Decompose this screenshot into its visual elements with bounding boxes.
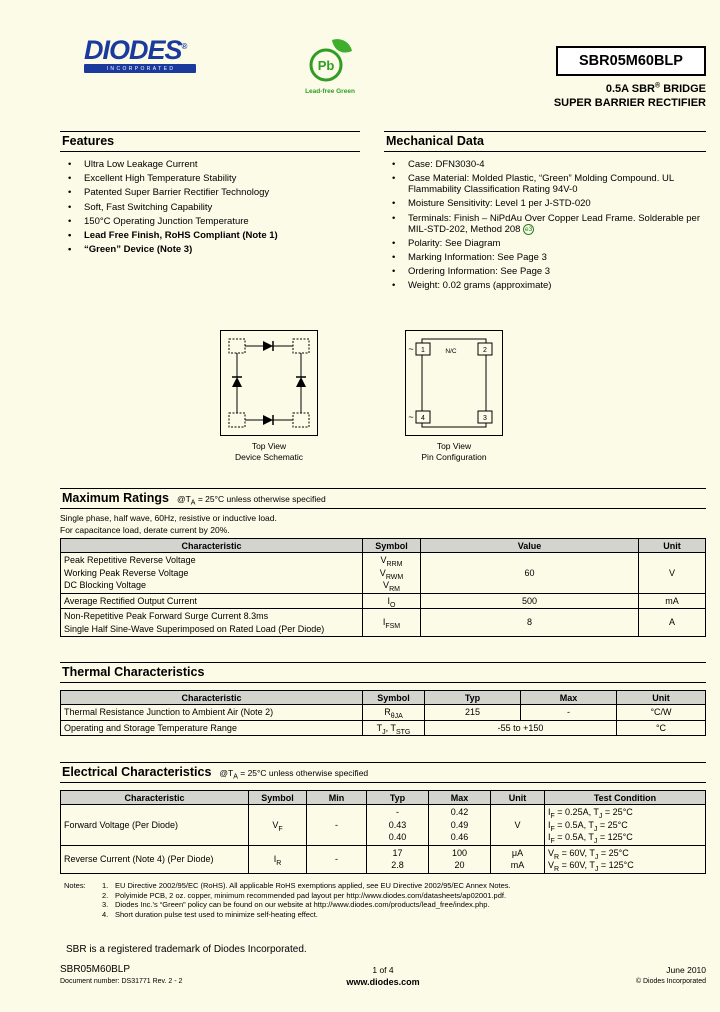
col-header-characteristic: Characteristic (61, 691, 363, 705)
cell-symbol: $V_F$ (249, 805, 307, 846)
mechanical-text: Case Material: Molded Plastic, “Green” Molding Compound. UL Flammability Classification Rating 94V-0 (408, 173, 674, 196)
feature-text: Ultra Low Leakage Current (84, 159, 198, 170)
table-row (61, 705, 706, 721)
maximum-ratings-table (60, 538, 706, 637)
nc-label: N/C (445, 348, 457, 355)
col-header-typ: Typ (425, 691, 521, 705)
pin-label-3: 3 (483, 415, 487, 422)
section-title: Electrical Characteristics (62, 765, 212, 779)
col-header-symbol: Symbol (363, 539, 421, 553)
schematic-caption (194, 441, 344, 463)
footer-copyright: © Diodes Incorporated (635, 978, 706, 985)
cell-characteristic: Average Rectified Output Current (61, 593, 363, 609)
feature-text: Lead Free Finish, RoHS Compliant (Note 1) (84, 229, 278, 241)
logo-incorporated: INCORPORATED (84, 64, 196, 73)
maximum-ratings-heading (60, 488, 706, 509)
cell-symbol: $T_J$, $T_{STG}$ (363, 720, 425, 736)
col-header-value: Value (421, 539, 639, 553)
note-number: 1. (102, 881, 109, 890)
cell-typ: 215 (425, 705, 521, 721)
leadfree-pb-icon (306, 38, 354, 84)
notes-label: Notes: (64, 881, 86, 890)
mechanical-item (384, 159, 706, 170)
cell-max: - (521, 705, 617, 721)
feature-text: 150°C Operating Junction Temperature (84, 215, 249, 227)
ratings-intro-line: For capacitance load, derate current by 20%. (60, 524, 230, 535)
cell-unit: V (491, 805, 545, 846)
ac-symbol: ~ (408, 412, 414, 422)
cell-symbol: $I_R$ (249, 845, 307, 873)
feature-item (60, 159, 360, 170)
electrical-table (60, 790, 706, 874)
feature-text: Patented Super Barrier Rectifier Technology (84, 187, 270, 199)
feature-item (60, 230, 360, 241)
cell-max: 100 20 (429, 845, 491, 873)
footer-document-number: Document number: DS31771 Rev. 2 - 2 (60, 978, 183, 985)
cell-characteristic: Thermal Resistance Junction to Ambient Air (Note 2) (61, 705, 363, 721)
table-row (61, 593, 706, 609)
note-text[interactable]: Diodes Inc.'s “Green” policy can be found on our website at http://www.diodes.com/products/lead_free/index.php. (115, 900, 490, 910)
cell-typ: 17 2.8 (367, 845, 429, 873)
notes-section (64, 881, 706, 919)
title-line-1: 0.5A SBR® BRIDGE (605, 82, 706, 95)
cell-symbol: $V_{RRM}$ $V_{RWM}$ $V_{RM}$ (363, 553, 421, 594)
thermal-characteristics-section (60, 662, 706, 736)
caption-line: Pin Configuration (421, 452, 487, 462)
cell-characteristic: Forward Voltage (Per Diode) (61, 805, 249, 846)
mechanical-item (384, 198, 706, 209)
caption-line: Top View (436, 441, 472, 451)
pb-text: Pb (317, 58, 335, 73)
note-item (102, 891, 511, 901)
features-heading: Features (60, 131, 360, 152)
table-row (61, 805, 706, 846)
thermal-table (60, 690, 706, 736)
col-header-max: Max (521, 691, 617, 705)
mechanical-text: Polarity: See Diagram (408, 237, 501, 249)
col-header-unit: Unit (639, 539, 706, 553)
features-list (60, 159, 360, 255)
col-header-max: Max (429, 791, 491, 805)
caption-line: Device Schematic (234, 452, 304, 462)
mechanical-text: Ordering Information: See Page 3 (408, 266, 551, 278)
logo-wordmark (84, 36, 204, 64)
page-footer (60, 964, 706, 988)
pin-label-4: 4 (421, 415, 425, 422)
leadfree-caption: Lead-free Green (305, 88, 355, 95)
table-header-row (61, 539, 706, 553)
col-header-unit: Unit (617, 691, 706, 705)
col-header-characteristic: Characteristic (61, 791, 249, 805)
mechanical-text: Marking Information: See Page 3 (408, 251, 547, 263)
cell-symbol: $I_{FSM}$ (363, 609, 421, 637)
leaf-icon (332, 39, 352, 52)
electrical-characteristics-section (60, 762, 706, 874)
footer-website-link[interactable]: www.diodes.com (346, 977, 420, 987)
section-subtitle: $@T_A = 25^\circ C$ unless otherwise specified (176, 494, 326, 507)
col-header-symbol: Symbol (249, 791, 307, 805)
cell-unit: °C/W (617, 705, 706, 721)
mechanical-item (384, 252, 706, 263)
feature-item (60, 244, 360, 255)
section-subtitle: $@T_A = 25^\circ C$ unless otherwise specified (219, 768, 369, 781)
electrical-heading (60, 762, 706, 783)
cell-characteristic: Reverse Current (Note 4) (Per Diode) (61, 845, 249, 873)
feature-item (60, 216, 360, 227)
leadfree-logo (300, 38, 360, 95)
cell-range: -55 to +150 (425, 720, 617, 736)
col-header-min: Min (307, 791, 367, 805)
col-header-symbol: Symbol (363, 691, 425, 705)
title-line-2: SUPER BARRIER RECTIFIER (553, 97, 706, 109)
ratings-intro-line: Single phase, half wave, 60Hz, resistive or inductive load. (60, 513, 277, 523)
cell-symbol: $I_O$ (363, 593, 421, 609)
note-text: Short duration pulse test used to minimize self-heating effect. (115, 909, 318, 919)
table-header-row (61, 791, 706, 805)
e3-icon: e3 (525, 225, 533, 233)
mechanical-data-heading: Mechanical Data (384, 131, 706, 152)
cell-unit: μA mA (491, 845, 545, 873)
note-item (102, 900, 511, 910)
cell-typ: - 0.43 0.40 (367, 805, 429, 846)
cell-characteristic: Operating and Storage Temperature Range (61, 720, 363, 736)
note-item (102, 910, 511, 920)
cell-characteristic: Non-Repetitive Peak Forward Surge Current 8.3ms Single Half Sine-Wave Superimposed on Rated Load (Per Diode) (61, 609, 363, 637)
col-header-unit: Unit (491, 791, 545, 805)
pin-configuration-icon (406, 331, 502, 435)
footer-date: June 2010 (666, 965, 706, 975)
table-row (61, 553, 706, 594)
note-text: EU Directive 2002/95/EC (RoHS). All applicable RoHS exemptions applied, see EU Directive 2002/95/EC Annex Notes. (115, 881, 511, 890)
feature-item (60, 202, 360, 213)
cell-characteristic: Peak Repetitive Reverse Voltage Working Peak Reverse Voltage DC Blocking Voltage (61, 553, 363, 594)
features-section (60, 131, 360, 258)
logo-text: DIODES (84, 35, 182, 65)
pin-label-2: 2 (483, 347, 487, 354)
mechanical-text: Terminals: Finish – NiPdAu Over Copper Lead Frame. Solderable per MIL-STD-202, Method 208 (408, 212, 700, 235)
mechanical-data-list (384, 159, 706, 291)
cell-min: - (307, 805, 367, 846)
pin-configuration-caption (379, 441, 529, 463)
feature-text: “Green” Device (Note 3) (84, 244, 193, 256)
mechanical-text: Weight: 0.02 grams (approximate) (408, 280, 552, 292)
cell-test-condition: $V_R = 60V$, $T_J = 25^\circ C$ $V_R = 60V$, $T_J = 125^\circ C$ (545, 845, 706, 873)
cell-min: - (307, 845, 367, 873)
col-header-characteristic: Characteristic (61, 539, 363, 553)
footer-center (303, 964, 463, 988)
mechanical-item (384, 213, 706, 235)
device-schematic-diagram (220, 330, 318, 436)
notes-list (102, 881, 511, 919)
note-item (102, 881, 511, 891)
col-header-test-condition: Test Condition (545, 791, 706, 805)
feature-text: Soft, Fast Switching Capability (84, 201, 213, 213)
maximum-ratings-section (60, 488, 706, 637)
cell-value: 60 (421, 553, 639, 594)
registered-mark-icon: ® (181, 42, 187, 51)
mechanical-text: Case: DFN3030-4 (408, 159, 485, 170)
note-number: 4. (102, 909, 109, 919)
mechanical-item (384, 238, 706, 249)
document-title (554, 82, 706, 110)
footer-part-number: SBR05M60BLP (60, 964, 131, 975)
cell-unit: °C (617, 720, 706, 736)
mechanical-item (384, 266, 706, 277)
feature-item (60, 173, 360, 184)
mechanical-item (384, 173, 706, 195)
note-number: 3. (102, 900, 109, 910)
cell-unit: mA (639, 593, 706, 609)
mechanical-text: Moisture Sensitivity: Level 1 per J-STD-020 (408, 198, 591, 210)
cell-unit: A (639, 609, 706, 637)
cell-max: 0.42 0.49 0.46 (429, 805, 491, 846)
part-number-box: SBR05M60BLP (556, 46, 706, 76)
note-number: 2. (102, 890, 109, 900)
cell-unit: V (639, 553, 706, 594)
table-header-row (61, 691, 706, 705)
caption-line: Top View (251, 441, 287, 451)
ac-symbol: ~ (408, 344, 414, 354)
mechanical-item (384, 280, 706, 291)
diodes-logo (84, 36, 204, 73)
cell-value: 8 (421, 609, 639, 637)
pin-label-1: 1 (421, 347, 425, 354)
cell-test-condition: $I_F = 0.25A$, $T_J = 25^\circ C$ $I_F = 0.5A$, $T_J = 25^\circ C$ $I_F = 0.5A$, $T_J = 125^\circ C$ (545, 805, 706, 846)
table-row (61, 845, 706, 873)
feature-text: Excellent High Temperature Stability (84, 173, 237, 185)
cell-symbol: $R_{\theta JA}$ (363, 705, 425, 721)
trademark-statement: SBR is a registered trademark of Diodes Incorporated. (66, 944, 307, 955)
feature-item (60, 187, 360, 198)
cell-value: 500 (421, 593, 639, 609)
pin-configuration-diagram (405, 330, 503, 436)
table-row (61, 609, 706, 637)
mechanical-data-section (384, 131, 706, 295)
note-text[interactable]: Polyimide PCB, 2 oz. copper, minimum recommended pad layout per http://www.diodes.com/datasheets/ap02001.pdf. (115, 890, 507, 900)
footer-left (60, 964, 280, 988)
section-title: Maximum Ratings (62, 491, 169, 505)
bridge-schematic-icon (221, 331, 317, 435)
col-header-typ: Typ (367, 791, 429, 805)
footer-page-number: 1 of 4 (372, 965, 394, 975)
footer-right (486, 964, 706, 988)
thermal-heading: Thermal Characteristics (60, 662, 706, 683)
table-row (61, 720, 706, 736)
